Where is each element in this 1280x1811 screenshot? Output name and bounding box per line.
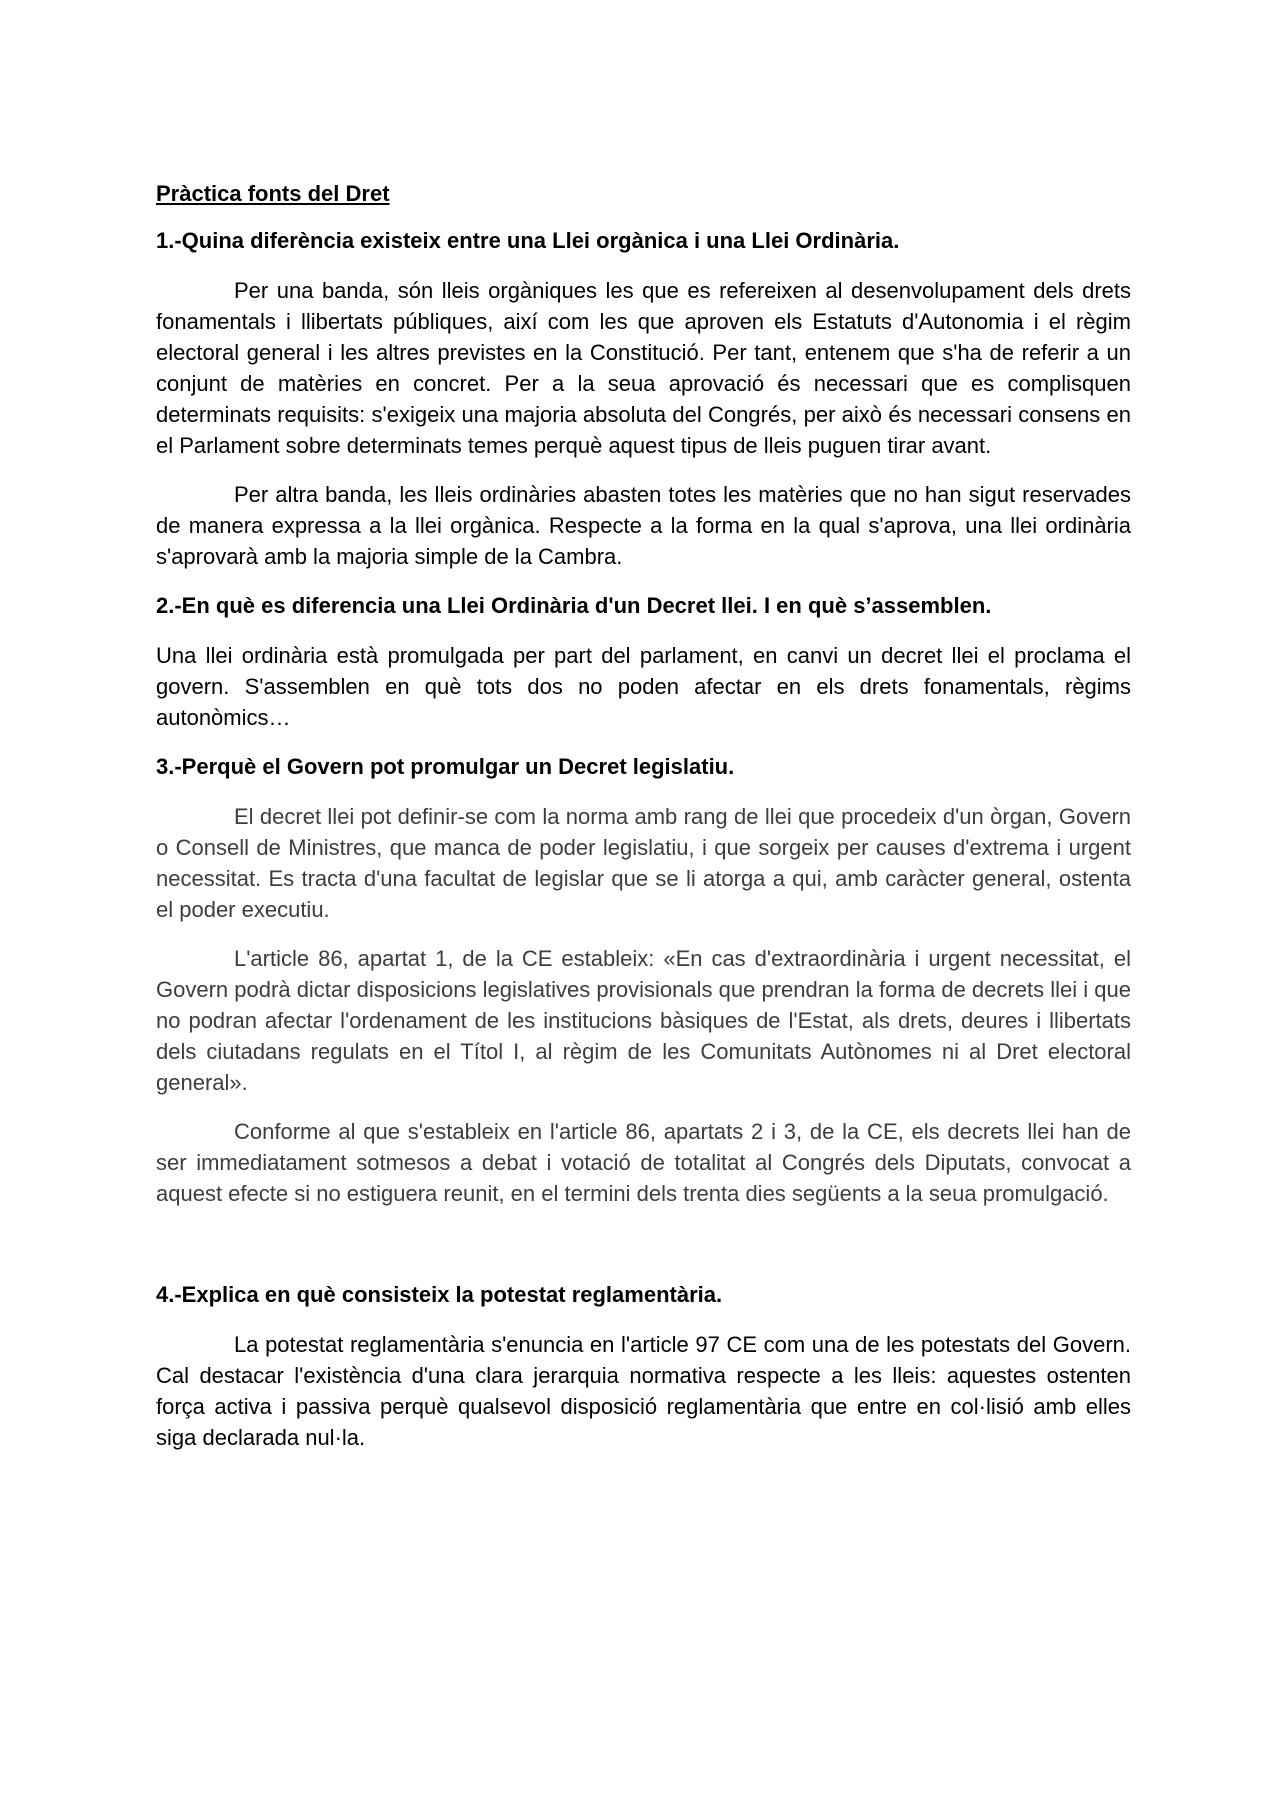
question-3-section bbox=[156, 751, 1131, 1209]
question-3-answer-paragraph: Conforme al que s'estableix en l'article 86, apartats 2 i 3, de la CE, els decrets llei han de ser immediatament sotmesos a debat i votació de totalitat al Congrés dels Diputats, convocat a aquest efecte si no estiguera reunit, en el termini dels trenta dies següents a la seua promulgació. bbox=[156, 1119, 1131, 1206]
blank-line-spacer bbox=[156, 1227, 1131, 1279]
question-1-section bbox=[156, 225, 1131, 572]
question-2-heading: 2.-En què es diferencia una Llei Ordinària d'un Decret llei. I en què s’assemblen. bbox=[156, 593, 992, 618]
question-3-answer-paragraph: L'article 86, apartat 1, de la CE estableix: «En cas d'extraordinària i urgent necessitat, el Govern podrà dictar disposicions legislatives provisionals que prendran la forma de decrets llei i que no podran afectar l'ordenament de les institucions bàsiques de l'Estat, als drets, deures i llibertats dels ciutadans regulats en el Títol I, al règim de les Comunitats Autònomes ni al Dret electoral general». bbox=[156, 946, 1131, 1095]
question-4-heading: 4.-Explica en què consisteix la potestat reglamentària. bbox=[156, 1282, 723, 1307]
question-4-answer-paragraph: La potestat reglamentària s'enuncia en l'article 97 CE com una de les potestats del Govern. Cal destacar l'existència d'una clara jerarquia normativa respecte a les lleis: aquestes ostenten força activa i passiva perquè qualsevol disposició reglamentària que entre en col·lisió amb elles siga declarada nul·la. bbox=[156, 1332, 1131, 1450]
document-title: Pràctica fonts del Dret bbox=[156, 181, 390, 206]
document-page bbox=[156, 178, 1131, 1471]
question-1-answer-paragraph: Per una banda, són lleis orgàniques les que es refereixen al desenvolupament dels drets fonamentals i llibertats públiques, així com les que aproven els Estatuts d'Autonomia i el règim electoral general i les altres previstes en la Constitució. Per tant, entenem que s'ha de referir a un conjunt de matèries en concret. Per a la seua aprovació és necessari que es complisquen determinats requisits: s'exigeix una majoria absoluta del Congrés, per això és necessari consens en el Parlament sobre determinats temes perquè aquest tipus de lleis puguen tirar avant. bbox=[156, 278, 1131, 458]
question-4-section bbox=[156, 1279, 1131, 1453]
question-1-heading: 1.-Quina diferència existeix entre una Llei orgànica i una Llei Ordinària. bbox=[156, 228, 900, 253]
question-2-answer-paragraph: Una llei ordinària està promulgada per part del parlament, en canvi un decret llei el proclama el govern. S'assemblen en què tots dos no poden afectar en els drets fonamentals, règims autonòmics… bbox=[156, 643, 1131, 730]
question-1-answer-paragraph: Per altra banda, les lleis ordinàries abasten totes les matèries que no han sigut reservades de manera expressa a la llei orgànica. Respecte a la forma en la qual s'aprova, una llei ordinària s'aprovarà amb la majoria simple de la Cambra. bbox=[156, 482, 1131, 569]
question-2-section bbox=[156, 590, 1131, 733]
question-3-answer-paragraph: El decret llei pot definir-se com la norma amb rang de llei que procedeix d'un òrgan, Govern o Consell de Ministres, que manca de poder legislatiu, i que sorgeix per causes d'extrema i urgent necessitat. Es tracta d'una facultat de legislar que se li atorga a qui, amb caràcter general, ostenta el poder executiu. bbox=[156, 804, 1131, 922]
question-3-heading: 3.-Perquè el Govern pot promulgar un Decret legislatiu. bbox=[156, 754, 735, 779]
